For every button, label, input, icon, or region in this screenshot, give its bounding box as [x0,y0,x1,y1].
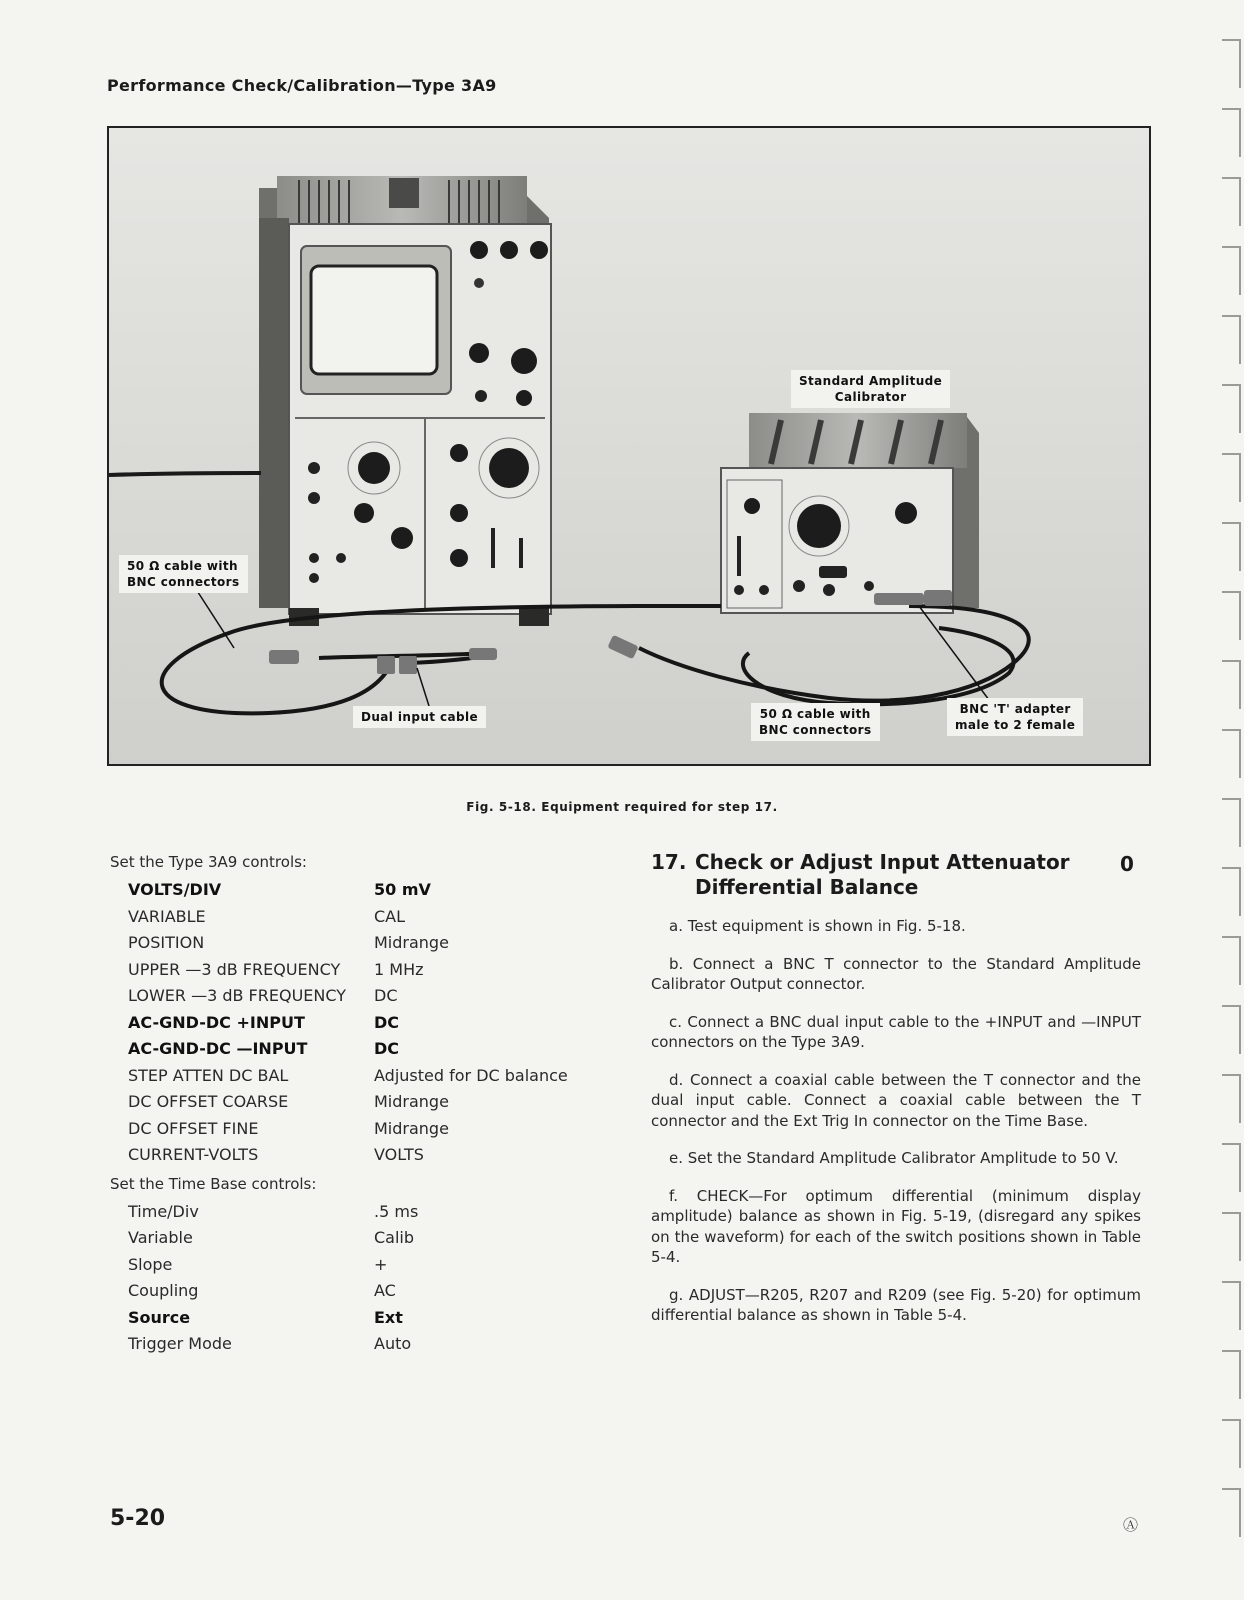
binder-tab-mark [1222,454,1240,502]
step-item: c. Connect a BNC dual input cable to the +INPUT and —INPUT connectors on the Type 3A9. [651,1012,1141,1051]
label-cable-right [751,703,880,741]
binder-tab-mark [1222,730,1240,778]
control-row [110,1225,610,1252]
label-line: 50 Ω cable with [127,559,238,573]
control-value: Midrange [374,933,449,952]
binder-tab-mark [1222,523,1240,571]
control-value: Calib [374,1228,415,1247]
label-dual-input-cable [353,706,486,728]
binder-tab-mark [1222,109,1240,157]
label-line: BNC connectors [127,575,240,589]
controls-3a9-list [110,877,610,1169]
control-value: 1 MHz [374,959,424,979]
binder-tab-mark [1222,316,1240,364]
control-name: STEP ATTEN DC BAL [128,1065,289,1085]
step-item: b. Connect a BNC T connector to the Standard Amplitude Calibrator Output connector. [651,954,1141,993]
control-name: VOLTS/DIV [128,880,222,899]
control-name: CURRENT-VOLTS [128,1145,259,1164]
step-title: Check or Adjust Input Attenuator Differential Balance [695,850,1070,899]
binder-tab-mark [1222,1351,1240,1399]
binder-tab-mark [1222,592,1240,640]
control-value: Midrange [374,1118,449,1138]
label-line: 50 Ω cable with [759,707,871,721]
binder-tab-mark [1222,385,1240,433]
figure-caption: Fig. 5-18. Equipment required for step 17. [466,800,778,814]
control-name: LOWER —3 dB FREQUENCY [128,986,347,1005]
control-row [110,983,610,1010]
step-item: e. Set the Standard Amplitude Calibrator Amplitude to 50 V. [669,1149,1119,1167]
binder-tab-mark [1222,1213,1240,1261]
binder-tab-mark [1222,178,1240,226]
control-value: VOLTS [374,1145,424,1164]
control-value: Adjusted for DC balance [374,1065,568,1085]
binder-tab-mark [1222,40,1240,88]
control-value: + [374,1254,388,1274]
oscilloscope [259,176,551,626]
adjustment-mark-icon: 0 [1120,852,1134,876]
control-row [110,1142,610,1169]
label-line: Dual input cable [361,710,479,724]
standard-amplitude-calibrator [721,413,979,613]
control-name: AC-GND-DC —INPUT [128,1039,308,1058]
binder-tab-mark [1222,1144,1240,1192]
intro-timebase: Set the Time Base controls: [110,1174,317,1193]
step-number: 17. [651,850,687,874]
step-item: g. ADJUST—R205, R207 and R209 (see Fig. 5-20) for optimum differential balance as shown in Table 5-4. [651,1285,1141,1324]
control-row [110,930,610,957]
control-value: Midrange [374,1092,449,1111]
label-line: Standard Amplitude [799,374,943,388]
binder-tab-mark [1222,799,1240,847]
control-name: Source [128,1307,191,1327]
equipment-photo-illustration [109,128,1149,764]
control-row [110,1252,610,1279]
figure-photo [107,126,1151,766]
control-row [110,1010,610,1037]
control-name: DC OFFSET COARSE [128,1092,289,1111]
control-value: .5 ms [374,1201,419,1221]
control-value: CAL [374,906,406,926]
control-row [110,1116,610,1143]
step-item: a. Test equipment is shown in Fig. 5-18. [669,917,966,935]
label-cable-left [119,555,248,593]
label-bnc-t-adapter [947,698,1083,736]
controls-timebase-list [110,1199,610,1358]
label-line: male to 2 female [955,718,1076,732]
control-name: Slope [128,1254,173,1274]
binder-tab-mark [1222,1075,1240,1123]
binder-tab-mark [1222,1489,1240,1537]
control-row [110,1331,610,1358]
binder-tab-mark [1222,1420,1240,1468]
control-name: Coupling [128,1281,199,1300]
control-name: Trigger Mode [128,1334,232,1353]
binder-tab-marks [1218,0,1244,1600]
running-head: Performance Check/Calibration—Type 3A9 [107,76,497,95]
control-name: VARIABLE [128,906,206,926]
control-row [110,957,610,984]
revision-mark-icon: Ⓐ [1123,1516,1139,1534]
control-value: Ext [374,1307,403,1327]
binder-tab-mark [1222,661,1240,709]
binder-tab-mark [1222,868,1240,916]
label-standard-amplitude-calibrator [791,370,950,408]
control-name: AC-GND-DC +INPUT [128,1012,305,1032]
control-row [110,1278,610,1305]
control-name: POSITION [128,933,205,952]
control-row [110,904,610,931]
control-value: Auto [374,1334,412,1353]
label-line: BNC connectors [759,723,872,737]
control-value: AC [374,1281,396,1300]
control-name: DC OFFSET FINE [128,1118,259,1138]
control-row [110,1199,610,1226]
binder-tab-mark [1222,1006,1240,1054]
control-row [110,1063,610,1090]
step-item: d. Connect a coaxial cable between the T connector and the dual input cable. Connect a coaxial cable between the T connector and the Ext Trig In connector on the Time Base. [651,1070,1141,1130]
page-number: 5-20 [110,1506,166,1531]
label-line: BNC 'T' adapter [959,702,1071,716]
binder-tab-mark [1222,937,1240,985]
control-name: Time/Div [128,1201,199,1221]
binder-tab-mark [1222,247,1240,295]
control-settings [110,851,610,1358]
control-value: DC [374,986,398,1005]
control-row [110,1305,610,1332]
control-value: 50 mV [374,880,431,899]
label-line: Calibrator [834,390,907,404]
control-name: Variable [128,1228,193,1247]
control-row [110,877,610,904]
control-name: UPPER —3 dB FREQUENCY [128,959,341,979]
step-item: f. CHECK—For optimum differential (minimum display amplitude) balance as shown in Fig. 5-19, (disregard any spikes on the waveform) for each of the switch positions shown in Table 5-4. [651,1186,1141,1266]
step-items [651,916,1141,1343]
control-row [110,1036,610,1063]
binder-tab-mark [1222,1282,1240,1330]
control-row [110,1089,610,1116]
control-value: DC [374,1039,400,1058]
intro-3a9: Set the Type 3A9 controls: [110,853,307,871]
control-value: DC [374,1012,400,1032]
